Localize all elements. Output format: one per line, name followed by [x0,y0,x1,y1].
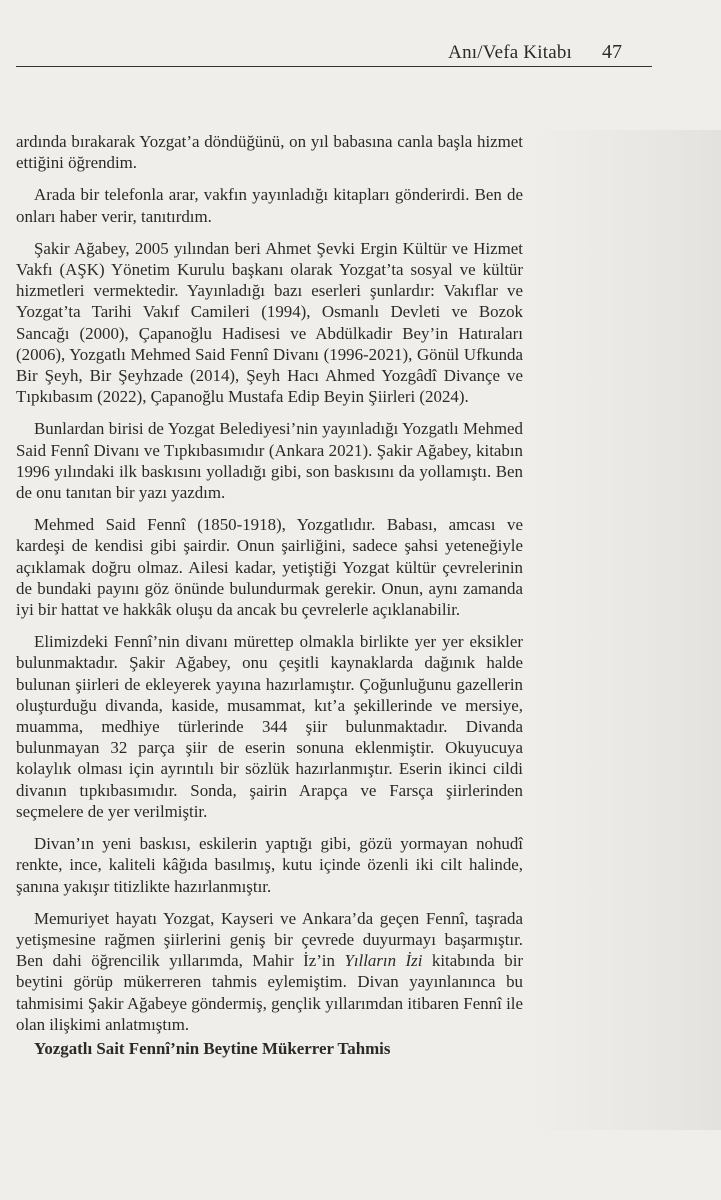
paragraph-7: Divan’ın yeni baskısı, eskilerin yaptığı gibi, gözü yormayan nohudî renkte, ince, kaliteli kâğıda basılmış, kutu içinde özenli iki cilt halinde, şanına yakışır titizlikte hazırlanmıştır. [16,834,523,896]
running-header [16,36,652,67]
paragraph-6: Elimizdeki Fennî’nin divanı mürettep olmakla birlikte yer yer eksikler bulunmaktadır. Şakir Ağabey, onu çeşitli kaynaklarda dağınık halde bulunan şiirleri de ekleyerek yayına hazırlamıştır. Çoğunluğunu gazellerin oluşturduğu divanda, kaside, musammat, kıt’a şekillerinde ve mersiye, muamma, medhiye türlerinde 344 şiir bulunmaktadır. Divanda bulunmayan 32 parça şiir de eserin sonuna eklenmiştir. Okuyucuya kolaylık olması için ayrıntılı bir sözlük hazırlanmıştır. Eserin ikinci cildi divanın tıpkıbasımıdır. Sonda, şairin Arapça ve Farsça şiirlerinden seçmelere de yer verilmiştir. [16,632,523,821]
paragraph-1: ardında bırakarak Yozgat’a döndüğünü, on yıl babasına canla başla hizmet ettiğini öğrendim. [16,132,523,173]
show-through-shadow [531,130,721,1130]
header-title: Anı/Vefa Kitabı [448,42,572,63]
paragraph-8 [16,908,523,1035]
paragraph-4: Bunlardan birisi de Yozgat Belediyesi’nin yayınladığı Yozgatlı Mehmed Said Fennî Divanı ve Tıpkıbasımıdır (Ankara 2021). Şakir Ağabey, kitabın 1996 yılındaki ilk baskısını yolladığı gibi, son baskısını da yollamıştı. Ben de onu tanıtan bir yazı yazdım. [16,419,523,503]
paragraph-8-text-a: Memuriyet hayatı Yozgat, Kayseri ve Ankara’da geçen Fennî, taşrada yetişmesine rağmen şiirlerini geniş bir çevrede duyurmayı başarmıştır. Ben dahi öğrencilik yıllarımda, Mahir İz’in [16,908,523,971]
paragraph-2: Arada bir telefonla arar, vakfın yayınladığı kitapları gönderirdi. Ben de onları haber verir, tanıtırdım. [16,185,523,226]
book-title-italic: Yılların İzi [344,951,423,971]
section-subheading: Yozgatlı Sait Fennî’nin Beytine Mükerrer Tahmis [34,1038,391,1058]
body-text [16,131,523,1059]
paragraph-3: Şakir Ağabey, 2005 yılından beri Ahmet Şevki Ergin Kültür ve Hizmet Vakfı (AŞK) Yönetim Kurulu başkanı olarak Yozgat’ta sosyal ve kültür hizmetleri vermektedir. Yayınladığı bazı eserleri şunlardır: Vakıflar ve Yozgat’ta Tarihi Vakıf Camileri (1994), Osmanlı Devleti ve Bozok Sancağı (2000), Çapanoğlu Hadisesi ve Abdülkadir Bey’in Hatıraları (2006), Yozgatlı Mehmed Said Fennî Divanı (1996-2021), Gönül Ufkunda Bir Şeyh, Bir Şeyhzade (2014), Şeyh Hacı Ahmed Yozgâdî Divançe ve Tıpkıbasım (2022), Çapanoğlu Mustafa Edip Beyin Şiirleri (2024). [16,238,523,407]
paragraph-8-text-b: kitabında bir beytini görüp mükerreren tahmis eylemiştim. Divan yayınlanınca bu tahmisimi Şakir Ağabeye göndermiş, gençlik yıllarımdan itibaren Fennî ile olan ilişkimi anlatmıştım. [16,951,524,1034]
page-number: 47 [602,41,622,63]
paragraph-5: Mehmed Said Fennî (1850-1918), Yozgatlıdır. Babası, amcası ve kardeşi de kendisi gibi şairdir. Onun şairliğini, sadece şahsi yeteneğiyle açıklamak doğru olmaz. Ailesi kadar, yetiştiği Yozgat kültür çevrelerinin de bundaki payını göz önünde bulundurmak gerekir. Onun, aynı zamanda iyi bir hattat ve hakkâk oluşu da ancak bu çevrelerle açıklanabilir. [16,515,523,620]
